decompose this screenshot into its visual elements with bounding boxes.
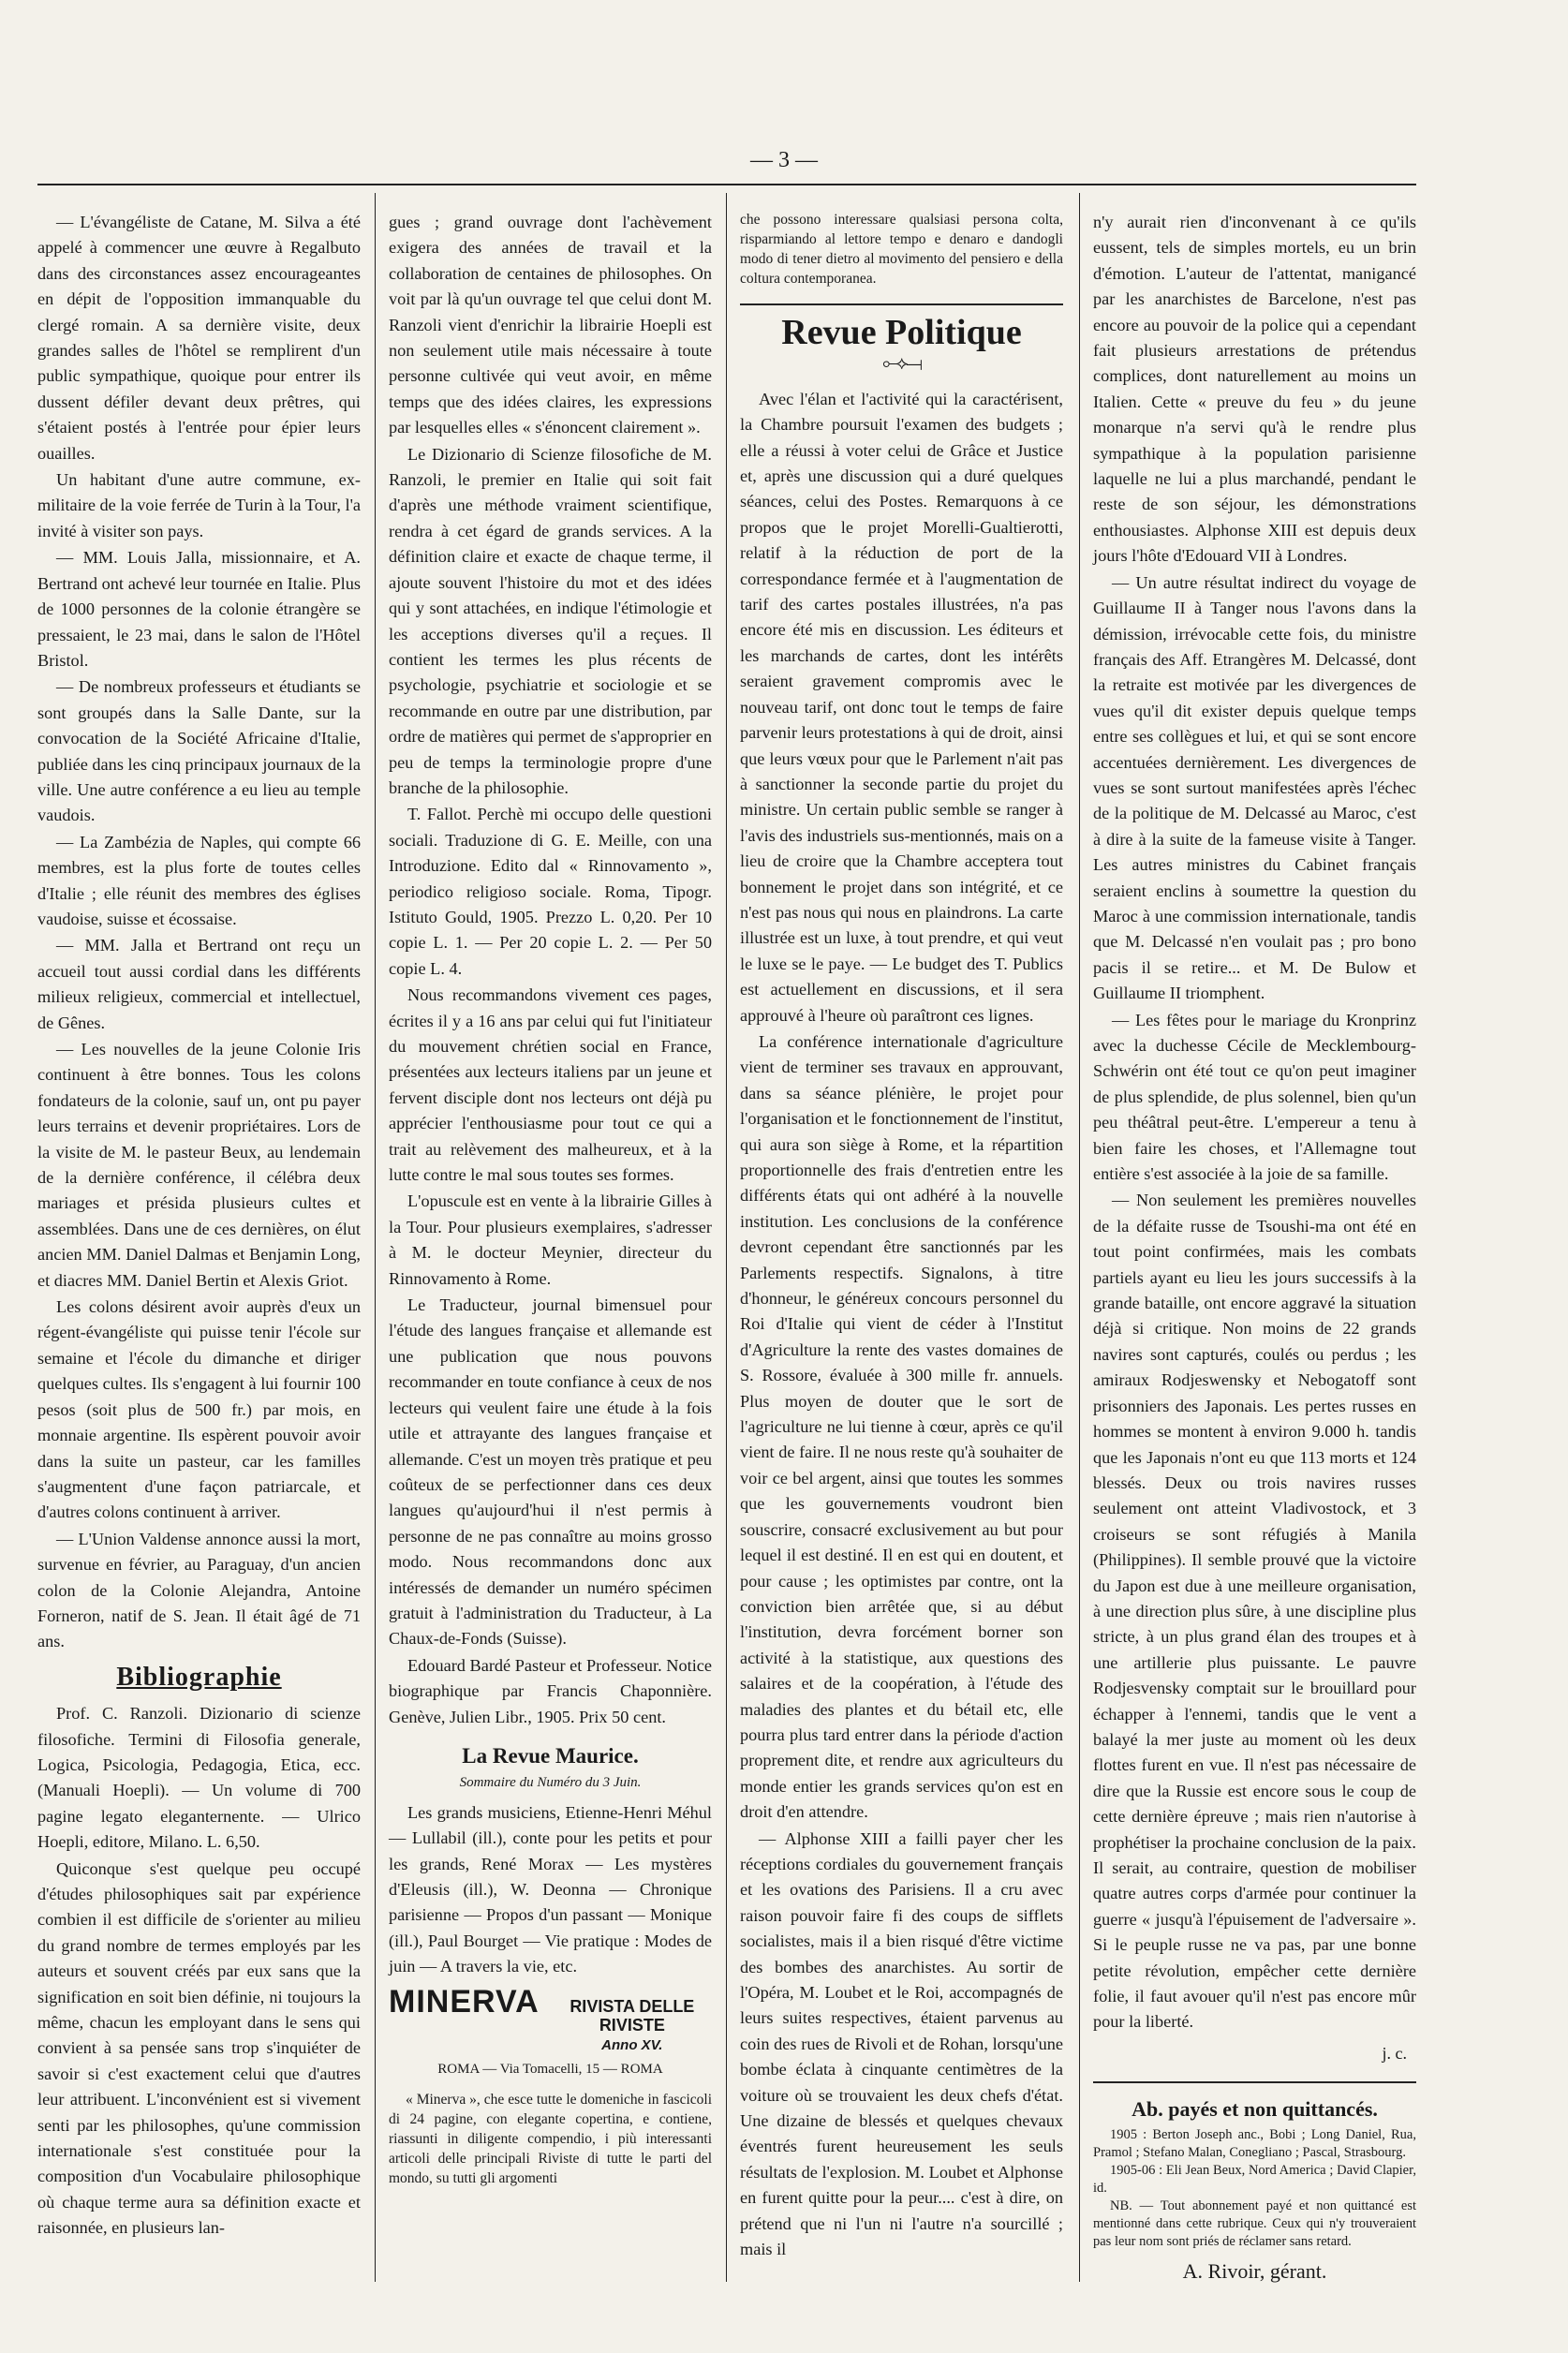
column-4 bbox=[1093, 210, 1416, 2284]
bib-paragraph: Edouard Bardé Pasteur et Professeur. Notice biographique par Francis Chaponnière. Genève, Julien Libr., 1905. Prix 50 cent. bbox=[389, 1655, 712, 1726]
minerva-paragraph: « Minerva », che esce tutte le domeniche in fascicoli di 24 pagine, con elegante copertina, e contiene, riassunti in diligente compendio, i più interessanti articoli delle principali Riviste di tutte le parti del mondo, su tutti gli argomenti bbox=[389, 2092, 712, 2187]
column-3 bbox=[740, 210, 1063, 2262]
news-paragraph: Les colons désirent avoir auprès d'eux un régent-évangéliste qui puisse tenir l'école sur semaine et l'école du dimanche et diriger quelques cultes. Ils s'engagent à lui fournir 100 pesos (soit plus de 500 fr.) par mois, en monnaie argentine. Ils espèrent pouvoir avoir dans la suite un pasteur, car les familles s'augmentent d'une façon patriarcale, et d'autres colons continuent à arriver. bbox=[37, 1297, 361, 1522]
minerva-paragraph-continued: che possono interessare qualsiasi persona colta, risparmiando al lettore tempo e denaro e dandogli modo di tener dietro al movimento del pensiero e della coltura contemporanea. bbox=[740, 212, 1063, 287]
revue-maurice-subtitle: Sommaire du Numéro du 3 Juin. bbox=[459, 1775, 642, 1791]
revue-maurice-paragraph: Les grands musiciens, Etienne-Henri Méhul — Lullabil (ill.), conte pour les petits et pour les grands, René Morax — Les mystères d'Eleusis (ill.), W. Deonna — Chronique parisienne — Propos d'un passant — Monique (ill.), Paul Bourget — Vie pratique : Modes de juin — A travers la vie, etc. bbox=[389, 1802, 712, 1976]
minerva-year: Anno XV. bbox=[601, 2036, 663, 2053]
minerva-subtitle bbox=[553, 1997, 712, 2055]
politique-paragraph: — Alphonse XIII a failli payer cher les réceptions cordiales du gouvernement français et les ovations des Parisiens. Il a cru avec raison pouvoir faire fi des coups de sifflets socialistes, mais il a bien risqué d'être victime des bombes des anarchistes. Au sortir de l'Opéra, M. Loubet et le Roi, accompagnés de leurs suites respectives, étaient parvenus au coin des rues de Rivoli et de Rohan, lorsqu'une bombe éclata à cinquante centimètres de la voiture où se trouvaient les deux chefs d'état. Une dizaine de blessés et quelques chevaux éventrés furent heureusement les seuls résultats de l'explosion. M. Loubet et Alphonse en furent quitte pour la peur.... c'est à dire, on prétend que ni l'un ni l'autre n'a sourcillé ; mais il bbox=[740, 1828, 1063, 2259]
section-rule bbox=[1093, 2081, 1416, 2083]
revue-politique-heading: Revue Politique bbox=[781, 313, 1022, 352]
revue-maurice-heading: La Revue Maurice. bbox=[462, 1743, 639, 1768]
column-2 bbox=[389, 210, 712, 2188]
bib-paragraph: L'opuscule est en vente à la librairie Gilles à la Tour. Pour plusieurs exemplaires, s'adresser à M. le docteur Meynier, directeur du Rinnovamento à Rome. bbox=[389, 1191, 712, 1288]
bib-paragraph: T. Fallot. Perchè mi occupo delle questioni sociali. Traduzione di G. E. Meille, con una Introduzione. Edito dal « Rinnovamento », periodico religioso sociale. Roma, Tipogr. Istituto Gould, 1905. Prezzo L. 0,20. Per 10 copie L. 1. — Per 20 copie L. 2. — Per 50 copie L. 4. bbox=[389, 805, 712, 978]
column-divider-2 bbox=[726, 193, 727, 2282]
bib-paragraph: gues ; grand ouvrage dont l'achèvement exigera des années de travail et la collaboration de centaines de philosophes. On voit par là qu'un ouvrage tel que celui dont M. Ranzoli vient d'enrichir la librairie Hoepli est non seulement utile mais nécessaire à toute personne cultivée qui veut avoir, en même temps que des idées claires, les expressions par lesquelles elles « s'énoncent clairement ». bbox=[389, 213, 712, 437]
signature: j. c. bbox=[1382, 2043, 1407, 2063]
politique-paragraph: — Les fêtes pour le mariage du Kronprinz avec la duchesse Cécile de Mecklembourg-Schwérin ont été tout ce qu'on peut imaginer de plus splendide, de plus solennel, bien qu'un peu théâtral peut-être. L'empereur a tenu à bien faire les choses, et l'Allemagne tout entière s'est associée à la joie de sa famille. bbox=[1093, 1010, 1416, 1184]
notice-line: 1905 : Berton Joseph anc., Bobi ; Long Daniel, Rua, Pramol ; Stefano Malan, Conegliano ; Pascal, Strasbourg. bbox=[1093, 2126, 1416, 2160]
gerant-signature: A. Rivoir, gérant. bbox=[1182, 2258, 1327, 2283]
news-paragraph: Un habitant d'une autre commune, ex-militaire de la voie ferrée de Turin à la Tour, l'a invité à visiter son pays. bbox=[37, 470, 361, 540]
bib-paragraph: Nous recommandons vivement ces pages, écrites il y a 16 ans par celui qui fut l'initiateur du mouvement chrétien social en France, présentées aux lecteurs italiens par un jeune et fervent disciple dont nos lecteurs ont déjà pu apprécier l'enthousiasme pour tout ce qui a trait au relèvement des malheureux, et à la lutte contre le mal sous toutes ses formes. bbox=[389, 985, 712, 1185]
bib-paragraph: Le Dizionario di Scienze filosofiche de M. Ranzoli, le premier en Italie qui soit fait d'après une méthode vraiment scientifique, rendra à cet égard de grands services. A la définition claire et exacte de chaque terme, il ajoute souvent l'histoire du mot et des idées qui y sont attachées, en indique l'étimologie et les acceptions diverses qu'il a reçues. Il contient les termes les plus récents de psychologie, psychiatrie et sociologie et se recommande en outre par une distribution, par ordre de matières qui permet de s'approprier en peu de temps la terminologie propre d'une branche de la philosophie. bbox=[389, 444, 712, 797]
notice-line: NB. — Tout abonnement payé et non quittancé est mentionné dans cette rubrique. Ceux qui n'y trouveraient pas leur nom sont priés de réclamer sans retard. bbox=[1093, 2198, 1416, 2249]
news-paragraph: — MM. Louis Jalla, missionnaire, et A. Bertrand ont achevé leur tournée en Italie. Plus de 1000 personnes de la colonie étrangère se pressaient, le 23 mai, dans le salon de l'Hôtel Bristol. bbox=[37, 548, 361, 670]
politique-paragraph: — Non seulement les premières nouvelles de la défaite russe de Tsoushi-ma ont été en tout point confirmées, mais les combats partiels ayant eu lieu les jours successifs à la grande bataille, ont encore aggravé la situation déjà si critique. Non moins de 22 grands navires sont capturés, coulés ou perdus ; les amiraux Rodjeswensky et Nebogatoff sont prisonniers des Japonais. Les pertes russes en hommes se montent à environ 9.000 h. tandis que les Japonais n'ont eu que 113 morts et 124 blessés. Deux ou trois navires russes seulement ont atteint Vladivostock, et 3 croiseurs se sont réfugiés à Manila (Philippines). Il semble prouvé que la victoire du Japon est due à une meilleure organisation, à une direction plus sûre, à une discipline plus stricte, à un plus grand élan des troupes et à une artillerie plus puissante. Le pauvre Rodjesvensky comptait sur le brouillard pour échapper à l'ennemi, tandis que le vent a balayé la mer juste au moment où les deux flottes furent en vue. Il n'est pas nécessaire de dire que la Russie est encore sous le coup de cette dernière épreuve ; mais rien n'autorise à prophétiser la prochaine conclusion de la paix. Il serait, au contraire, question de mobiliser quatre autres corps d'armée pour continuer la guerre « jusqu'à l'épuisement de l'adversaire ». Si le peuple russe ne va pas, par une bonne petite révolution, empêcher cette dernière folie, il faut avouer qu'il n'est pas encore mûr pour la liberté. bbox=[1093, 1191, 1416, 2032]
news-paragraph: — L'Union Valdense annonce aussi la mort, survenue en février, au Paraguay, d'un ancien colon de la Colonie Alejandra, Antoine Forneron, natif de S. Jean. Il était âgé de 71 ans. bbox=[37, 1529, 361, 1651]
news-paragraph: — Les nouvelles de la jeune Colonie Iris continuent à être bonnes. Tous les colons fondateurs de la colonie, sauf un, ont pu payer leurs terrains et devenir propriétaires. Lors de la visite de M. le pasteur Beux, au lendemain de la dernière conférence, il célébra deux mariages et présida plusieurs cultes et assemblées. Dans une de ces dernières, on élut ancien MM. Daniel Dalmas et Benjamin Long, et diacres MM. Daniel Bertin et Alexis Griot. bbox=[37, 1040, 361, 1290]
notice-heading: Ab. payés et non quittancés. bbox=[1132, 2097, 1378, 2122]
minerva-masthead bbox=[389, 1983, 712, 2055]
politique-paragraph: n'y aurait rien d'inconvenant à ce qu'ils eussent, tels de simples mortels, eu un brin d'émotion. L'auteur de l'attentat, manigancé par les anarchistes de Barcelone, n'est pas encore au pouvoir de la police qui a cependant fait plusieurs arrestations de prétendus complices, dont naturellement au moins un Italien. Cette « preuve du feu » du jeune monarque n'a servi qu'à le rendre plus sympathique à la population parisienne laquelle ne lui a plus marchandé, pendant le reste de son séjour, les démonstrations enthousiastes. Alphonse XIII est depuis deux jours l'hôte d'Edouard VII à Londres. bbox=[1093, 213, 1416, 566]
politique-paragraph: — Un autre résultat indirect du voyage de Guillaume II à Tanger nous l'avons dans la démission, irrévocable cette fois, du ministre français des Aff. Etrangères M. Delcassé, dont la retraite est motivée par les divergences de vues qu'il dit exister depuis quelque temps entre ses collègues et lui, et qui se sont encore accentuées dernièrement. Les divergences de vues se sont surtout manifestées après l'échec de la politique de M. Delcassé au Maroc, c'est à dire à la suite de la fameuse visite à Tanger. Les autres ministres du Cabinet français seraient enclins à soumettre la question du Maroc à une commission internationale, tandis que M. Delcassé n'en voulait pas ; pro bono pacis il se retire... et M. De Bulow et Guillaume II triomphent. bbox=[1093, 572, 1416, 1003]
column-divider-3 bbox=[1079, 193, 1080, 2282]
notice-line: 1905-06 : Eli Jean Beux, Nord America ; David Clapier, id. bbox=[1093, 2162, 1416, 2196]
bib-paragraph: Quiconque s'est quelque peu occupé d'études philosophiques sait par expérience combien il est difficile de s'orienter au milieu du grand nombre de termes employés par les auteurs et souvent créés par eux sans que la signification en soit bien définie, ni toujours la même, chacun les employant dans le sens qui convient à sa pensée sans trop s'inquiéter de savoir si c'est exactement celui que d'autres leur attribuent. L'inconvénient est si vivement senti par les philosophes, qu'une commission internationale s'est constituée pour la composition d'un Vocabulaire philosophique où chaque terme aura sa définition exacte et raisonnée, en plusieurs lan- bbox=[37, 1858, 361, 2238]
minerva-title: MINERVA bbox=[389, 1983, 540, 2020]
header-rule bbox=[37, 184, 1416, 185]
news-paragraph: — La Zambézia de Naples, qui compte 66 membres, est la plus forte de toutes celles d'Italie ; elle réunit des membres des églises vaudoise, suisse et écossaise. bbox=[37, 832, 361, 928]
minerva-subtitle-text: RIVISTA DELLE RIVISTE bbox=[570, 1996, 695, 2035]
news-paragraph: — L'évangéliste de Catane, M. Silva a été appelé à commencer une œuvre à Regalbuto dans des circonstances assez encourageantes en dépit de l'opposition immanquable du clergé romain. A sa dernière visite, deux grandes salles de l'hôtel se remplirent d'un public sympathique, quoique pour entrer ils dussent défiler devant deux prêtres, qui s'étaient postés à l'entrée pour épier leurs ouailles. bbox=[37, 213, 361, 463]
news-paragraph: — MM. Jalla et Bertrand ont reçu un accueil tout aussi cordial dans les différents milieux religieux, commercial et intellectuel, de Gênes. bbox=[37, 936, 361, 1032]
bib-paragraph: Le Traducteur, journal bimensuel pour l'étude des langues française et allemande est une publication que nous pouvons recommander en toute confiance à ceux de nos lecteurs qui veulent faire une étude à la fois utile et attrayante des langues française et allemande. C'est un moyen très pratique et peu coûteux de se perfectionner dans ces deux langues qu'aujourd'hui il n'est permis à personne de ne pas connaître au moins grosso modo. Nous recommandons donc aux intéressés de demander un numéro spécimen gratuit à l'administration du Traducteur, à La Chaux-de-Fonds (Suisse). bbox=[389, 1295, 712, 1649]
politique-paragraph: La conférence internationale d'agriculture vient de terminer ses travaux en approuvant, dans sa séance plénière, le projet pour l'organisation et le fonctionnement de l'institut, qui aura son siège à Rome, et la répartition proportionnelle des frais d'entretien entre les différents états qui ont adhéré à la nouvelle institution. Les conclusions de la conférence devront cependant être sanctionnés par les Parlements respectifs. Signalons, à titre d'honneur, le généreux concours personnel du Roi d'Italie qui vient de céder à l'Institut d'Agriculture la rente des vastes domaines de S. Rossore, évaluée à 300 mille fr. annuels. Plus moyen de douter que le sort de l'agriculture ne lui tienne à cœur, après ce qu'il vient de faire. Il ne nous reste qu'à souhaiter de voir ce bel argent, ainsi que toutes les sommes que les gouvernements voudront bien souscrire, consacré exclusivement au but pour lequel il est destiné. Il en est qui en doutent, et pour cause ; les optimistes par contre, ont la conviction bien arrêtée que, si au début l'institution, devra forcément borner son activité à la statistique, aux questions des salaires et de la coopération, à l'étude des maladies des plantes et du bétail etc, elle pourra plus tard entrer dans la période d'action proprement dite, et rendre aux agriculteurs du monde entier les grands services qu'on est en droit d'en attendre. bbox=[740, 1031, 1063, 1822]
politique-paragraph: Avec l'élan et l'activité qui la caractérisent, la Chambre poursuit l'examen des budgets ; elle a réussi à voter celui de Grâce et Justice et, après une discussion qui a duré quelques séances, celui des Postes. Remarquons à ce propos que le projet Morelli-Gualtierotti, relatif à la réduction de port de la correspondance fermée et à l'augmentation de tarif des cartes postales illustrées, n'a pas encore été mis en discussion. Les éditeurs et les marchands de cartes, dont les intérêts seraient gravement compromis avec le nouveau tarif, ont donc tout le temps de faire parvenir leurs protestations à qui de droit, ainsi que leurs vœux pour que le Parlement n'ait pas à sanctionner la seconde partie du projet du ministre. Un certain public semble se ranger à l'avis des industriels sus-mentionnés, mais on a lieu de croire que la Chambre acceptera tout bonnement le projet dans son intégrité, et ce n'est pas nous qui nous en plaindrons. La carte illustrée est un luxe, à tout prendre, et qui veut le luxe se le paye. — Le budget des T. Publics est actuellement en discussions, et il sera approuvé à l'heure où paraîtront ces lignes. bbox=[740, 389, 1064, 1025]
column-1 bbox=[37, 210, 361, 2242]
news-paragraph: — De nombreux professeurs et étudiants se sont groupés dans la Salle Dante, sur la convocation de la Société Africaine d'Italie, publiée dans les cinq principaux journaux de la ville. Une autre conférence a eu lieu au temple vaudois. bbox=[37, 677, 361, 825]
bibliographie-heading: Bibliographie bbox=[116, 1662, 282, 1692]
page-number: — 3 — bbox=[750, 148, 818, 172]
bib-paragraph: Prof. C. Ranzoli. Dizionario di scienze filosofiche. Termini di Filosofia generale, Logica, Psicologia, Pedagogia, Etica, ecc. (Manuali Hoepli). — Un volume di 700 pagine legato eleganternente. — Ulrico Hoepli, editore, Milano. L. 6,50. bbox=[37, 1704, 361, 1852]
section-rule bbox=[740, 303, 1063, 305]
minerva-address: ROMA — Via Tomacelli, 15 — ROMA bbox=[437, 2061, 663, 2077]
ornament-divider: ⟜⟡⟞ bbox=[882, 353, 921, 375]
column-divider-1 bbox=[375, 193, 376, 2282]
